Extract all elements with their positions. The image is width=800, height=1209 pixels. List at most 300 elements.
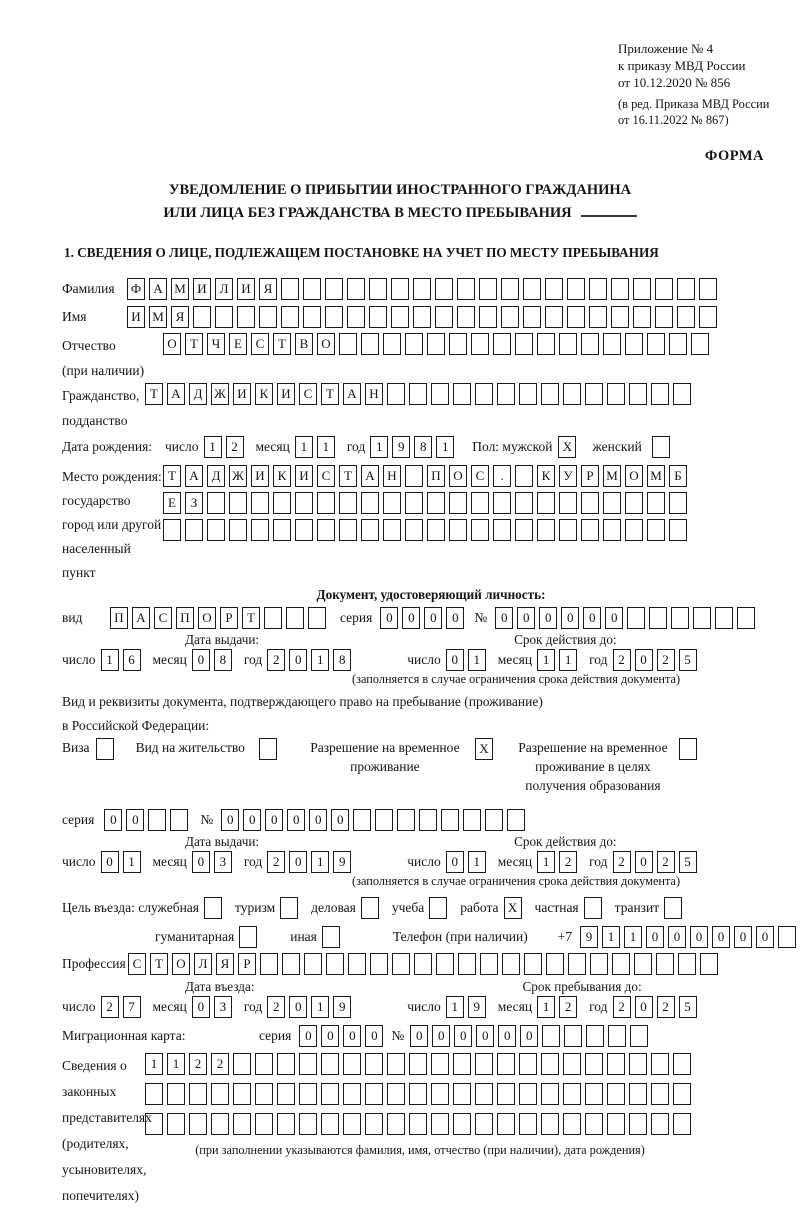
- month-word: месяц: [152, 999, 187, 1014]
- cell: [273, 492, 291, 514]
- migration-number-label: №: [391, 1028, 405, 1043]
- cell: Ж: [229, 465, 247, 487]
- day-word: число: [165, 439, 199, 454]
- doc-valid-year-input[interactable]: [613, 649, 701, 671]
- birth-day-input[interactable]: [204, 436, 248, 458]
- cell: 0: [446, 649, 464, 671]
- cell: 0: [635, 851, 653, 873]
- doc-valid-month-input[interactable]: [537, 649, 581, 671]
- option-temp-residence-checkbox[interactable]: [475, 738, 497, 760]
- year-word: год: [243, 854, 263, 869]
- cell: [295, 519, 313, 541]
- purpose-row: [62, 897, 800, 919]
- cell: [259, 306, 277, 328]
- cell: [546, 953, 564, 975]
- residence-validity-note: (заполняется в случае ограничения срока действия документа): [352, 874, 681, 888]
- cell: 0: [476, 1025, 494, 1047]
- migration-series-input[interactable]: [299, 1025, 387, 1047]
- cell: [651, 383, 669, 405]
- doc-issue-month-input[interactable]: [192, 649, 236, 671]
- cell: [339, 492, 357, 514]
- migration-card-row: [62, 1025, 800, 1047]
- month-word: месяц: [497, 652, 533, 667]
- cell: П: [110, 607, 128, 629]
- firstname-input[interactable]: [127, 306, 721, 328]
- cell: О: [172, 953, 190, 975]
- doc-series-input[interactable]: [380, 607, 468, 629]
- cell: 0: [756, 926, 774, 948]
- cell: 0: [343, 1025, 361, 1047]
- cell: 0: [668, 926, 686, 948]
- cell: 7: [123, 996, 141, 1018]
- cell: [326, 953, 344, 975]
- cell: 2: [101, 996, 119, 1018]
- entry-day-input[interactable]: [101, 996, 145, 1018]
- cell: Т: [242, 607, 260, 629]
- cell: Б: [669, 465, 687, 487]
- entry-date-group: [62, 996, 363, 1018]
- cell: И: [237, 278, 255, 300]
- day-word: число: [62, 854, 96, 869]
- stay-year-input[interactable]: [613, 996, 701, 1018]
- purpose-study[interactable]: [392, 897, 451, 919]
- cell: [634, 953, 652, 975]
- purpose-humanitarian-checkbox[interactable]: [239, 926, 261, 948]
- surname-input[interactable]: [127, 278, 721, 300]
- cell: 1: [317, 436, 335, 458]
- cell: [669, 492, 687, 514]
- cell: Н: [365, 383, 383, 405]
- cell: [524, 953, 542, 975]
- cell: [207, 492, 225, 514]
- cell: [485, 809, 503, 831]
- cell: 5: [679, 996, 697, 1018]
- cell: [303, 278, 321, 300]
- cell: 1: [370, 436, 388, 458]
- guardians-line2-input[interactable]: [145, 1083, 695, 1105]
- sex-male-checkbox[interactable]: [558, 436, 580, 458]
- cell: А: [361, 465, 379, 487]
- birth-place-row: [62, 465, 800, 585]
- cell: [475, 383, 493, 405]
- cell: [567, 278, 585, 300]
- cell: И: [295, 465, 313, 487]
- cell: [589, 278, 607, 300]
- purpose-tourism[interactable]: [235, 897, 302, 919]
- cell: [405, 492, 423, 514]
- cell: 2: [267, 649, 285, 671]
- birth-month-input[interactable]: [295, 436, 339, 458]
- cell: [669, 333, 687, 355]
- purpose-other[interactable]: [290, 926, 344, 948]
- doc-kind-label: вид: [62, 610, 83, 625]
- stay-date-group: [407, 996, 708, 1018]
- cell: [414, 953, 432, 975]
- residence-date-headers: [62, 834, 800, 850]
- cell: 1: [559, 649, 577, 671]
- purpose-private[interactable]: [535, 897, 606, 919]
- cell: 0: [454, 1025, 472, 1047]
- cell: [383, 519, 401, 541]
- citizenship-label: Гражданство, подданство: [62, 388, 140, 428]
- cell: [361, 519, 379, 541]
- phone-prefix: +7: [557, 929, 572, 944]
- cell: А: [343, 383, 361, 405]
- cell: И: [193, 278, 211, 300]
- cell: [375, 809, 393, 831]
- cell: [347, 278, 365, 300]
- cell: [449, 492, 467, 514]
- cell: [678, 953, 696, 975]
- appendix-line: к приказу МВД России: [618, 58, 746, 73]
- amendment-reference: [618, 96, 800, 128]
- option-edu-residence[interactable]: [513, 738, 701, 795]
- cell: 9: [333, 851, 351, 873]
- appendix-line: от 10.12.2020 № 856: [618, 75, 731, 90]
- residence-valid-month-input[interactable]: [537, 851, 581, 873]
- cell: [515, 519, 533, 541]
- residence-valid-day-input[interactable]: [446, 851, 490, 873]
- purpose-study-checkbox[interactable]: [429, 897, 451, 919]
- cell: 0: [192, 996, 210, 1018]
- doc-issue-year-input[interactable]: [267, 649, 355, 671]
- option-edu-residence-checkbox[interactable]: [679, 738, 701, 760]
- purpose-business[interactable]: [311, 897, 383, 919]
- cell: [435, 306, 453, 328]
- birth-place-line2-input[interactable]: [163, 492, 691, 514]
- cell: [251, 492, 269, 514]
- cell: [519, 383, 537, 405]
- cell: [542, 1025, 560, 1047]
- cell: К: [255, 383, 273, 405]
- cell: 0: [287, 809, 305, 831]
- cell: 0: [690, 926, 708, 948]
- cell: М: [603, 465, 621, 487]
- identity-doc-row: [62, 607, 800, 629]
- cell: 0: [561, 607, 579, 629]
- entry-month-input[interactable]: [192, 996, 236, 1018]
- cell: Т: [273, 333, 291, 355]
- cell: [627, 607, 645, 629]
- cell: [255, 1083, 273, 1105]
- cell: [325, 278, 343, 300]
- cell: [471, 333, 489, 355]
- cell: [317, 519, 335, 541]
- cell: [453, 383, 471, 405]
- cell: О: [449, 465, 467, 487]
- cell: [625, 492, 643, 514]
- cell: [233, 1113, 251, 1135]
- patronymic-row: [62, 333, 800, 383]
- cell: [493, 333, 511, 355]
- cell: [629, 1083, 647, 1105]
- doc-dates-row: [62, 649, 800, 671]
- cell: 0: [299, 1025, 317, 1047]
- purpose-business-checkbox[interactable]: [361, 897, 383, 919]
- cell: [581, 519, 599, 541]
- cell: [229, 519, 247, 541]
- cell: [281, 306, 299, 328]
- cell: 1: [204, 436, 222, 458]
- amendment-line: (в ред. Приказа МВД России: [618, 97, 770, 111]
- residence-issue-year-input[interactable]: [267, 851, 355, 873]
- cell: 2: [559, 996, 577, 1018]
- option-visa[interactable]: [62, 738, 118, 760]
- cell: [189, 1113, 207, 1135]
- cell: [584, 897, 602, 919]
- cell: П: [427, 465, 445, 487]
- cell: [387, 1083, 405, 1105]
- cell: [339, 519, 357, 541]
- cell: 0: [424, 607, 442, 629]
- cell: 1: [468, 851, 486, 873]
- cell: [163, 519, 181, 541]
- cell: [545, 306, 563, 328]
- option-temp-residence[interactable]: [301, 738, 497, 776]
- cell: 2: [211, 1053, 229, 1075]
- residence-valid-year-input[interactable]: [613, 851, 701, 873]
- cell: [778, 926, 796, 948]
- cell: 9: [392, 436, 410, 458]
- blank-underline: [581, 215, 637, 217]
- cell: [383, 492, 401, 514]
- cell: 1: [537, 851, 555, 873]
- cell: [339, 333, 357, 355]
- cell: [589, 306, 607, 328]
- cell: [700, 953, 718, 975]
- section-1-heading: 1. СВЕДЕНИЯ О ЛИЦЕ, ПОДЛЕЖАЩЕМ ПОСТАНОВКЕ НА УЧЕТ ПО МЕСТУ ПРЕБЫВАНИЯ: [64, 245, 659, 260]
- cell: [431, 1113, 449, 1135]
- cell: [585, 1053, 603, 1075]
- patronymic-note: (при наличии): [62, 363, 145, 378]
- patronymic-input[interactable]: [163, 333, 713, 355]
- cell: Д: [207, 465, 225, 487]
- cell: [361, 897, 379, 919]
- cell: [664, 897, 682, 919]
- cell: 0: [432, 1025, 450, 1047]
- profession-input[interactable]: [128, 953, 722, 975]
- cell: [541, 1083, 559, 1105]
- purpose-official[interactable]: [62, 897, 226, 919]
- cell: 0: [495, 607, 513, 629]
- guardians-inputs: [145, 1053, 695, 1158]
- migration-number-input[interactable]: [410, 1025, 652, 1047]
- cell: И: [233, 383, 251, 405]
- cell: [633, 306, 651, 328]
- cell: [497, 383, 515, 405]
- doc-valid-header: Срок действия до:: [514, 632, 617, 647]
- cell: [585, 1113, 603, 1135]
- cell: 0: [221, 809, 239, 831]
- cell: Т: [150, 953, 168, 975]
- month-word: месяц: [497, 999, 533, 1014]
- cell: [457, 278, 475, 300]
- purpose-private-checkbox[interactable]: [584, 897, 606, 919]
- cell: [629, 383, 647, 405]
- residence-series-row: [62, 809, 800, 831]
- cell: Т: [145, 383, 163, 405]
- cell: [207, 519, 225, 541]
- cell: [673, 383, 691, 405]
- cell: 0: [192, 649, 210, 671]
- cell: [273, 519, 291, 541]
- birth-year-input[interactable]: [370, 436, 458, 458]
- cell: [715, 607, 733, 629]
- cell: 1: [311, 996, 329, 1018]
- cell: [633, 278, 651, 300]
- entry-year-input[interactable]: [267, 996, 355, 1018]
- purpose-tourism-checkbox[interactable]: [280, 897, 302, 919]
- cell: [673, 1053, 691, 1075]
- cell: [237, 306, 255, 328]
- residence-series-label: серия: [62, 812, 95, 827]
- cell: [693, 607, 711, 629]
- cell: [387, 383, 405, 405]
- cell: [497, 1113, 515, 1135]
- doc-number-input[interactable]: [495, 607, 759, 629]
- cell: 2: [189, 1053, 207, 1075]
- day-word: число: [62, 999, 96, 1014]
- cell: 0: [289, 851, 307, 873]
- cell: [321, 1083, 339, 1105]
- purpose-work-checkbox[interactable]: [504, 897, 526, 919]
- cell: [603, 519, 621, 541]
- cell: [427, 519, 445, 541]
- purpose-business-label: деловая: [311, 900, 356, 915]
- migration-series-label: серия: [259, 1028, 292, 1043]
- cell: 8: [414, 436, 432, 458]
- year-word: год: [589, 652, 608, 667]
- cell: 1: [537, 649, 555, 671]
- cell: [189, 1083, 207, 1105]
- doc-issue-day-input[interactable]: [101, 649, 145, 671]
- cell: 0: [321, 1025, 339, 1047]
- cell: [457, 306, 475, 328]
- cell: [655, 278, 673, 300]
- cell: Я: [171, 306, 189, 328]
- cell: 0: [605, 607, 623, 629]
- cell: [630, 1025, 648, 1047]
- guardians-line3-input[interactable]: [145, 1113, 695, 1135]
- birth-place-line1-input[interactable]: [163, 465, 691, 487]
- option-visa-checkbox[interactable]: [96, 738, 118, 760]
- cell: 0: [126, 809, 144, 831]
- cell: [431, 1083, 449, 1105]
- cell: [453, 1053, 471, 1075]
- cell: [233, 1083, 251, 1105]
- residence-number-input[interactable]: [221, 809, 529, 831]
- birth-place-inputs: [163, 465, 691, 546]
- purpose-official-checkbox[interactable]: [204, 897, 226, 919]
- phone-input[interactable]: [580, 926, 800, 948]
- doc-issue-header: Дата выдачи:: [185, 632, 260, 647]
- residence-issue-day-input[interactable]: [101, 851, 145, 873]
- cell: [431, 383, 449, 405]
- cell: [559, 519, 577, 541]
- cell: Ж: [211, 383, 229, 405]
- cell: [343, 1113, 361, 1135]
- citizenship-input[interactable]: [145, 383, 695, 405]
- purpose-transit[interactable]: [615, 897, 687, 919]
- cell: 5: [679, 649, 697, 671]
- phone-label: Телефон (при наличии): [392, 929, 528, 944]
- birth-place-line3-input[interactable]: [163, 519, 691, 541]
- cell: [515, 333, 533, 355]
- cell: [255, 1113, 273, 1135]
- doc-validity-note: (заполняется в случае ограничения срока действия документа): [352, 672, 681, 686]
- residence-valid-header: Срок действия до:: [514, 834, 617, 849]
- cell: [607, 1113, 625, 1135]
- cell: 2: [559, 851, 577, 873]
- cell: [431, 1053, 449, 1075]
- purpose-humanitarian[interactable]: [155, 926, 261, 948]
- surname-row: [62, 278, 800, 300]
- cell: [405, 333, 423, 355]
- option-residence-permit[interactable]: [136, 738, 281, 760]
- cell: [365, 1053, 383, 1075]
- residence-valid-group: [407, 851, 708, 873]
- cell: 0: [101, 851, 119, 873]
- cell: [277, 1053, 295, 1075]
- residence-series-input[interactable]: [104, 809, 192, 831]
- purpose-work[interactable]: [460, 897, 525, 919]
- cell: [277, 1113, 295, 1135]
- doc-kind-input[interactable]: [110, 607, 330, 629]
- cell: [629, 1113, 647, 1135]
- cell: И: [127, 306, 145, 328]
- cell: С: [299, 383, 317, 405]
- cell: М: [647, 465, 665, 487]
- cell: [229, 492, 247, 514]
- cell: [523, 306, 541, 328]
- purpose-transit-checkbox[interactable]: [664, 897, 686, 919]
- cell: [611, 278, 629, 300]
- cell: 1: [295, 436, 313, 458]
- cell: [651, 1053, 669, 1075]
- purpose-other-checkbox[interactable]: [322, 926, 344, 948]
- cell: 1: [537, 996, 555, 1018]
- cell: [651, 1113, 669, 1135]
- cell: [204, 897, 222, 919]
- cell: [501, 306, 519, 328]
- profession-label: Профессия: [62, 956, 126, 971]
- residence-issue-month-input[interactable]: [192, 851, 236, 873]
- residence-intro-1: Вид и реквизиты документа, подтверждающего право на пребывание (проживание): [62, 694, 543, 709]
- stay-day-input[interactable]: [446, 996, 490, 1018]
- cell: [541, 383, 559, 405]
- doc-valid-day-input[interactable]: [446, 649, 490, 671]
- cell: [299, 1083, 317, 1105]
- cell: [96, 738, 114, 760]
- guardians-label: Сведения о законных представителях (родителях, усыновителях, попечителях): [62, 1058, 152, 1203]
- entry-date-headers: [62, 979, 800, 995]
- cell: 2: [613, 649, 631, 671]
- cell: [321, 1113, 339, 1135]
- cell: [409, 383, 427, 405]
- residence-issue-group: [62, 851, 363, 873]
- cell: 0: [446, 851, 464, 873]
- stay-month-input[interactable]: [537, 996, 581, 1018]
- month-word: месяц: [255, 439, 290, 454]
- purpose-official-label: Цель въезда: служебная: [62, 900, 199, 915]
- cell: 0: [104, 809, 122, 831]
- cell: [145, 1083, 163, 1105]
- cell: 0: [712, 926, 730, 948]
- sex-female-checkbox[interactable]: [652, 436, 674, 458]
- year-word: год: [243, 999, 263, 1014]
- guardians-line1-input[interactable]: [145, 1053, 695, 1075]
- option-residence-permit-checkbox[interactable]: [259, 738, 281, 760]
